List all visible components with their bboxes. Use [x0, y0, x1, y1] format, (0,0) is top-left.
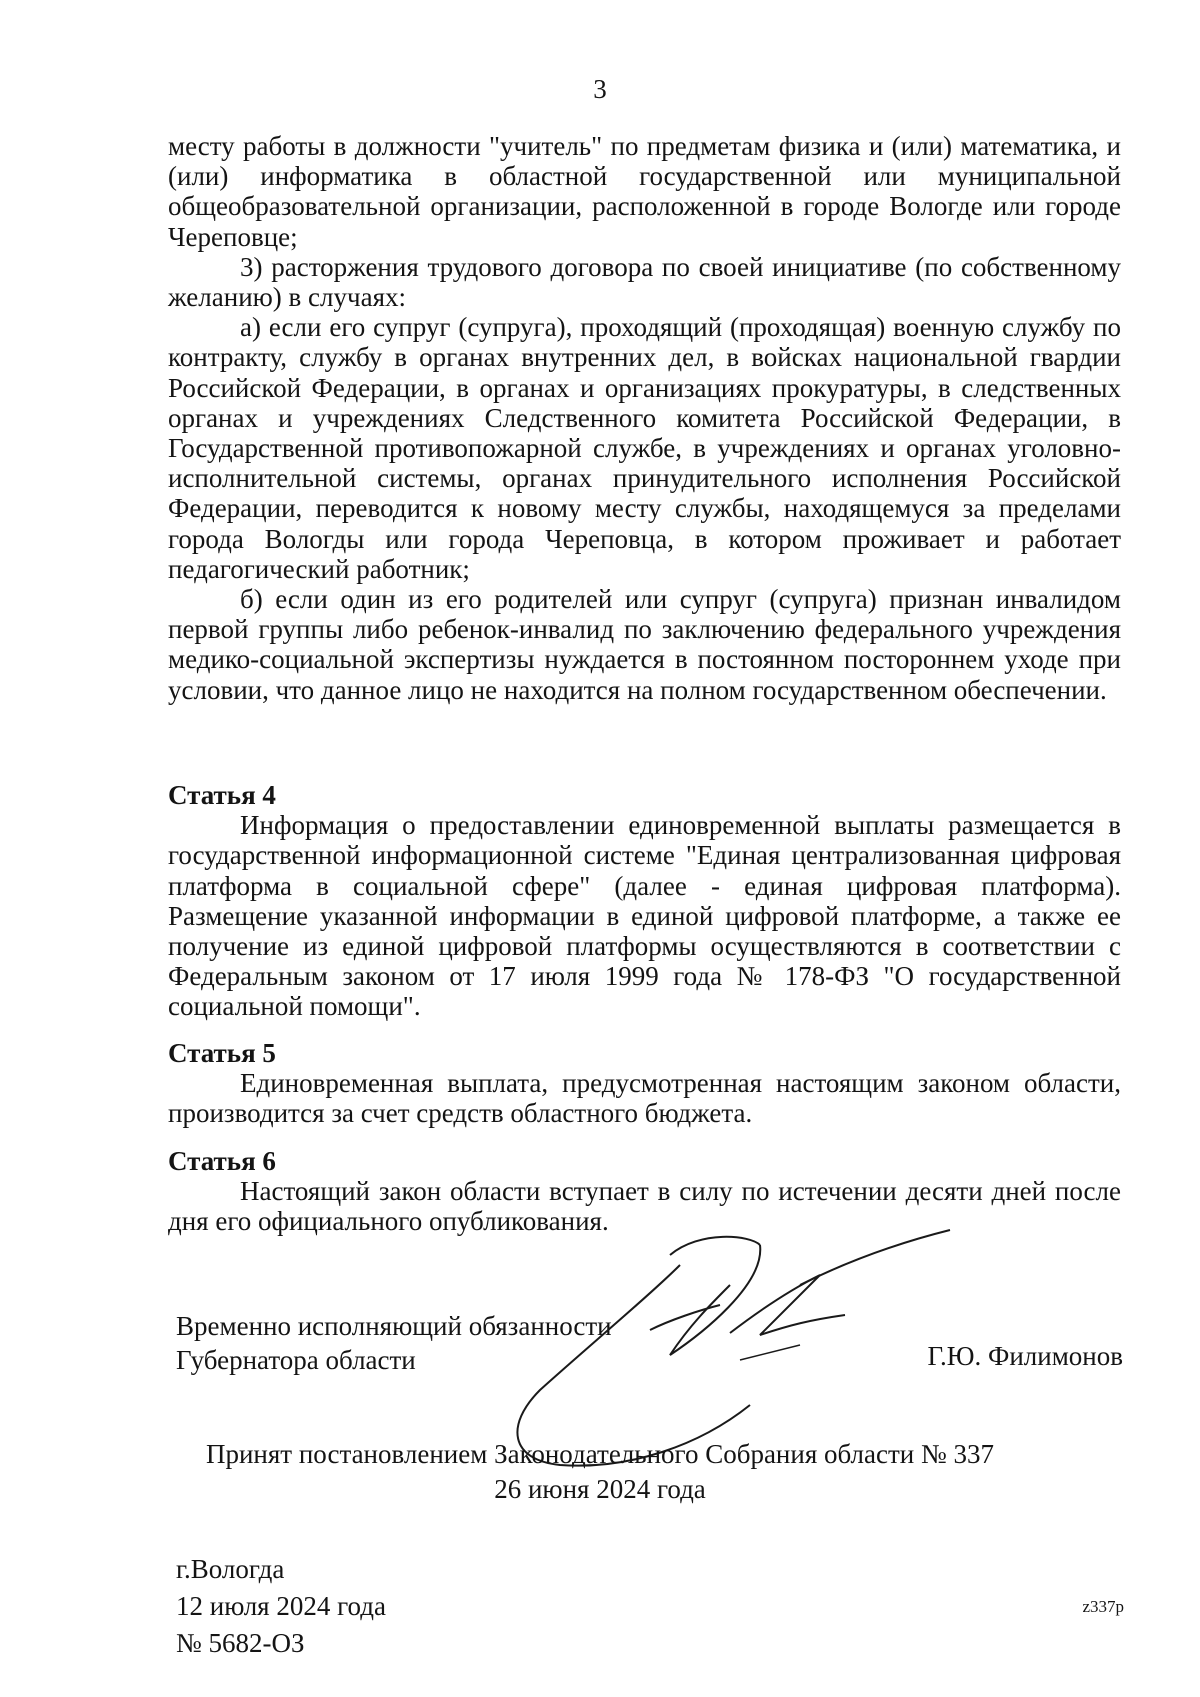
body-text-continued: [168, 131, 1121, 705]
article-text: Единовременная выплата, предусмотренная настоящим законом области, производится за счет средств областного бюджета.: [168, 1068, 1121, 1129]
page-number: 3: [593, 74, 607, 104]
article-6: [168, 1146, 1121, 1237]
article-4: [168, 780, 1121, 1022]
adoption-line: Принят постановлением Законодательного Собрания области № 337: [205, 1439, 995, 1469]
date: 12 июля 2024 года: [176, 1591, 386, 1621]
article-heading: Статья 6: [168, 1146, 276, 1176]
paragraph: месту работы в должности "учитель" по предметам физика и (или) математика, и (или) информатика в областной государственной или муниципальной общеобразовательной организации, расположенной в городе Вологде или городе Череповце;: [168, 131, 1121, 252]
signer-title: [176, 1309, 612, 1377]
signer-title-line: Губернатора области: [176, 1345, 416, 1375]
adoption-date: 26 июня 2024 года: [494, 1474, 706, 1504]
article-text: Информация о предоставлении единовременной выплаты размещается в государственной информационной системе "Единая централизованная цифровая платформа в социальной сфере" (далее - единая цифровая платформа). Размещение указанной информации в единой цифровой платформе, а также ее получение из единой цифровой платформы осуществляются в соответствии с Федеральным законом от 17 июля 1999 года № 178-ФЗ "О государственной социальной помощи".: [168, 810, 1121, 1022]
document-code: z337р: [1082, 1597, 1124, 1616]
article-heading: Статья 5: [168, 1038, 276, 1068]
article-5: [168, 1038, 1121, 1129]
signer-title-line: Временно исполняющий обязанности: [176, 1311, 612, 1341]
place-date-number: [176, 1551, 386, 1662]
paragraph: а) если его супруг (супруга), проходящий (проходящая) военную службу по контракту, службу в органах внутренних дел, в войсках национальной гвардии Российской Федерации, в органах и организациях прокуратуры, в следственных органах и учреждениях Следственного комитета Российской Федерации, в Государственной противопожарной службе, в учреждениях и органах уголовно-исполнительной системы, органах принудительного исполнения Российской Федерации, переводится к новому месту службы, находящемуся за пределами города Вологды или города Череповца, в котором проживает и работает педагогический работник;: [168, 312, 1121, 584]
adoption-note: [200, 1437, 1000, 1507]
article-text: Настоящий закон области вступает в силу по истечении десяти дней после дня его официального опубликования.: [168, 1176, 1121, 1237]
paragraph: 3) расторжения трудового договора по своей инициативе (по собственному желанию) в случаях:: [168, 251, 1121, 313]
signer-name: Г.Ю. Филимонов: [927, 1341, 1123, 1371]
paragraph: б) если один из его родителей или супруг (супруга) признан инвалидом первой группы либо ребенок-инвалид по заключению федерального учреждения медико-социальной экспертизы нуждается в постоянном постороннем уходе при условии, что данное лицо не находится на полном государственном обеспечении.: [168, 584, 1121, 705]
article-heading: Статья 4: [168, 780, 276, 810]
city: г.Вологда: [176, 1554, 285, 1584]
law-number: № 5682-ОЗ: [176, 1628, 305, 1658]
